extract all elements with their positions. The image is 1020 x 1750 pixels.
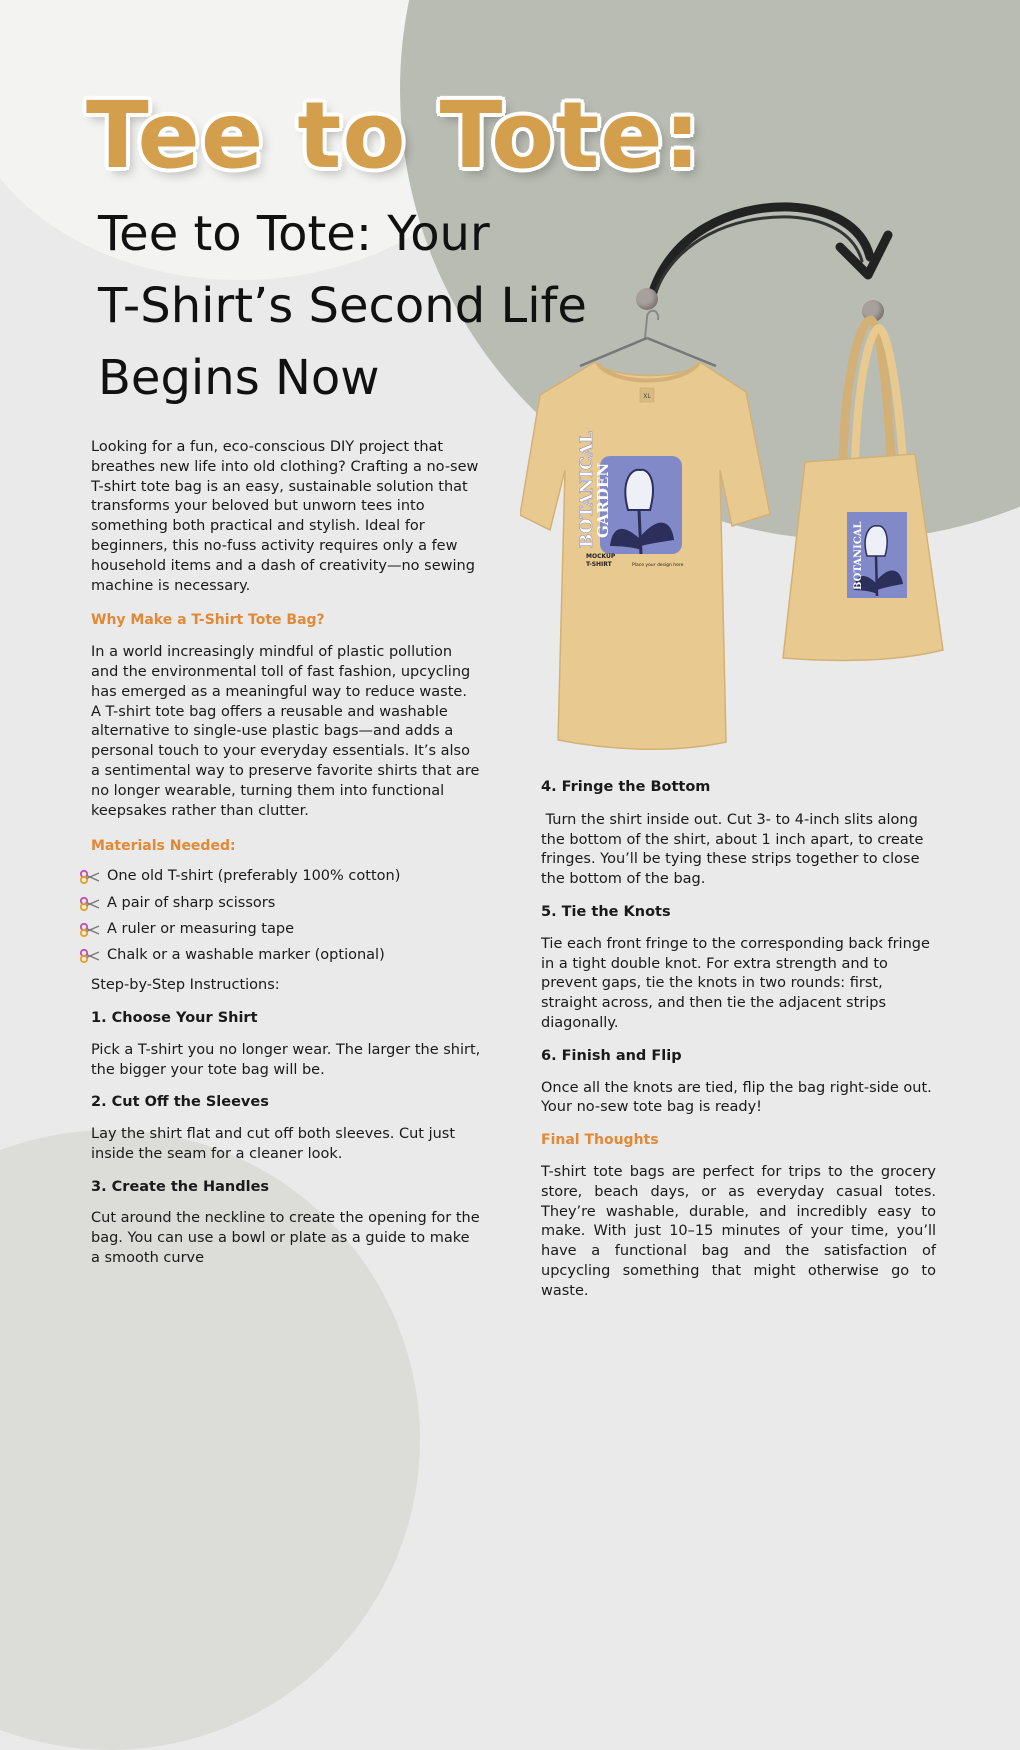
tshirt-image [520,300,780,770]
step-5-title: 5. Tie the Knots [541,903,671,920]
step-6-title: 6. Finish and Flip [541,1047,682,1064]
materials-item-text: A ruler or measuring tape [107,920,295,937]
why-heading: Why Make a T-Shirt Tote Bag? [91,612,325,629]
step-4-title: 4. Fringe the Bottom [541,779,711,795]
print-tshirt: T-SHIRT [586,561,612,568]
materials-list [79,867,481,966]
scissors-icon [79,869,101,885]
step-5-text: Tie each front fringe to the corresponding back fringe in a tight double knot. For extra strength and to prevent gaps, tie the knots in two rounds: first, straight across, and then tie the adjacent strips diagonally. [541,935,930,1031]
print-place-design: Place your design here [632,563,684,568]
intro-paragraph: Looking for a fun, eco-conscious DIY project that breathes new life into old clothing? Crafting a no-sew T-shirt tote bag is an easy, sustainable solution that transforms your beloved but unworn tees into something both practical and stylish. Ideal for beginners, this no-fuss activity requires only a few household items and a dash of creativity—no sewing machine is necessary. [91,439,479,594]
steps-intro: Step-by-Step Instructions: [91,977,280,994]
materials-item [79,946,481,966]
print-botanical: BOTANICAL [577,431,597,548]
step-2-title: 2. Cut Off the Sleeves [91,1094,269,1111]
print-garden: GARDEN [594,462,612,538]
materials-item [79,920,481,940]
step-2-text: Lay the shirt flat and cut off both sleeves. Cut just inside the seam for a cleaner look. [91,1126,456,1162]
step-3-text: Cut around the neckline to create the opening for the bag. You can use a bowl or plate as a guide to make a smooth curve [91,1210,480,1267]
tote-print-botanical: BOTANICAL [853,521,864,590]
materials-heading: Materials Needed: [91,838,236,855]
materials-item-text: One old T-shirt (preferably 100% cotton) [107,868,401,885]
subtitle-line-2: T-Shirt’s Second Life [98,278,587,334]
materials-item-text: Chalk or a washable marker (optional) [107,947,385,964]
right-column [541,778,936,1302]
size-tag: XL [643,393,651,400]
left-column [91,438,481,1282]
why-paragraph: In a world increasingly mindful of plastic pollution and the environmental toll of fast fashion, upcycling has emerged as a meaningful way to reduce waste. A T-shirt tote bag offers a reusable and washable alternative to single-use plastic bags—and adds a personal touch to your everyday essentials. It’s also a sentimental way to preserve favorite shirts that are no longer wearable, turning them into functional keepsakes rather than clutter. [91,644,480,819]
step-1-text: Pick a T-shirt you no longer wear. The larger the shirt, the bigger your tote bag will be. [91,1041,481,1078]
final-paragraph: T-shirt tote bags are perfect for trips to the grocery store, beach days, or as everyday casual totes. They’re washable, durable, and incredibly easy to make. With just 10–15 minutes of your time, you’ll have a functional bag and the satisfaction of upcycling something that might otherwise go to waste. [541,1163,936,1299]
scissors-icon [79,922,101,938]
print-mockup: MOCKUP [586,553,616,560]
step-6-text: Once all the knots are tied, flip the bag right-side out. Your no-sew tote bag is ready! [541,1079,932,1116]
step-3-title: 3. Create the Handles [91,1178,270,1195]
scissors-icon [79,896,101,912]
materials-item-text: A pair of sharp scissors [107,894,276,911]
subtitle-line-1: Tee to Tote: Your [98,206,490,262]
final-heading: Final Thoughts [541,1132,659,1149]
tote-bag-image [775,300,955,670]
step-1-title: 1. Choose Your Shirt [91,1009,258,1026]
step-4-text: Turn the shirt inside out. Cut 3- to 4-inch slits along the bottom of the shirt, about 1 inch apart, to create fringes. You’ll be tying these strips together to close the bottom of the bag. [541,811,928,888]
materials-item [79,894,481,914]
scissors-icon [79,948,101,964]
materials-item [79,867,481,887]
subtitle-line-3: Begins Now [98,350,380,406]
page-title: Tee to Tote: [86,82,702,189]
